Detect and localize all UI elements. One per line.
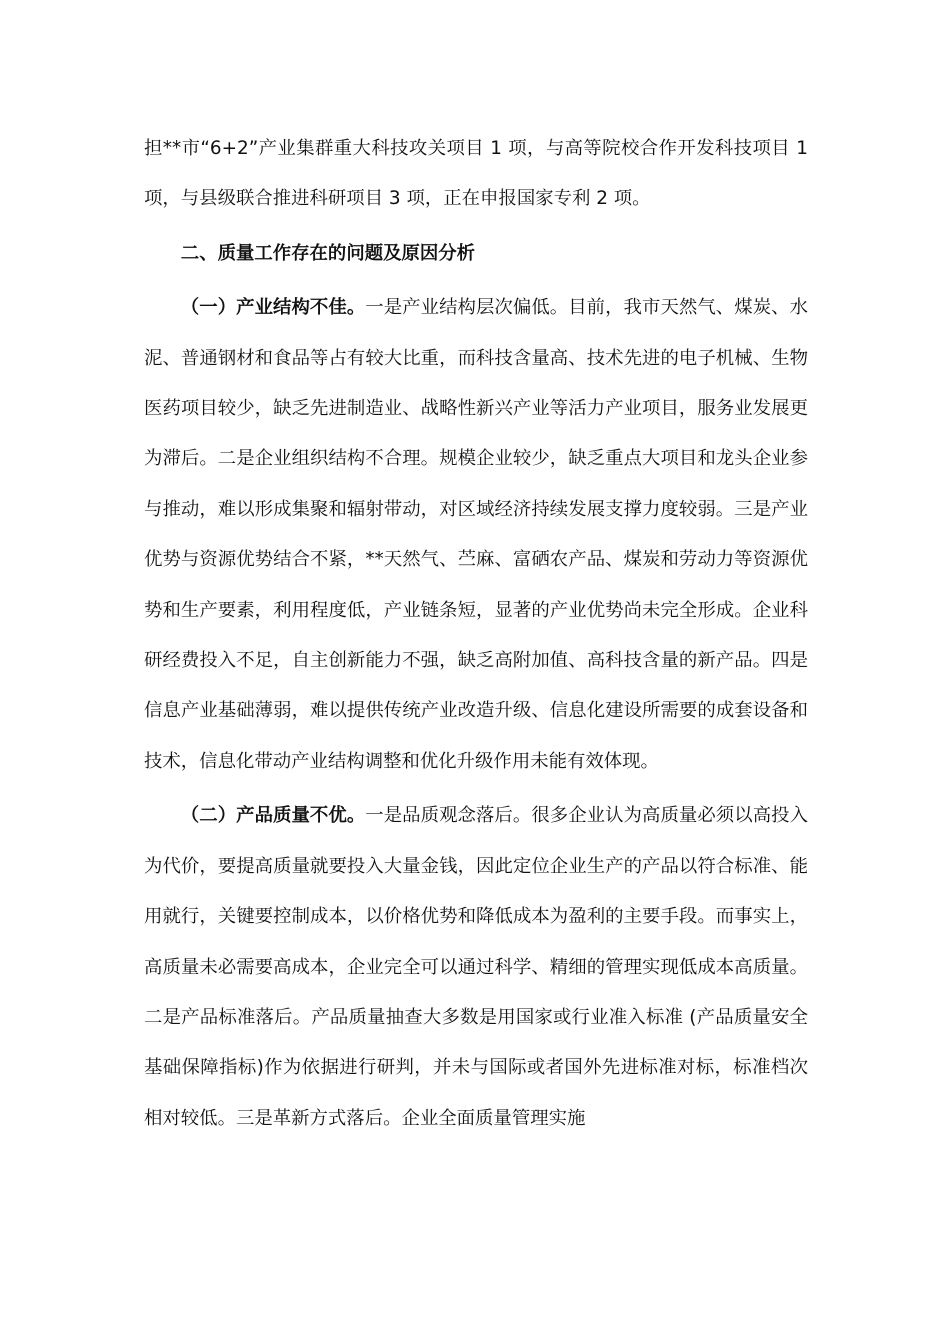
paragraph-product-quality <box>144 791 808 1144</box>
paragraph-text: 担**市“6+2”产业集群重大科技攻关项目 1 项，与高等院校合作开发科技项目 1 项，与县级联合推进科研项目 3 项，正在申报国家专利 2 项。 <box>144 138 808 210</box>
section-heading: 二、质量工作存在的问题及原因分析 <box>180 242 476 264</box>
paragraph-industry-structure <box>144 283 808 787</box>
paragraph-lead: （一）产业结构不佳。 <box>180 297 366 319</box>
paragraph-continued <box>144 124 808 225</box>
document-body <box>144 124 808 1144</box>
paragraph-lead: （二）产品质量不优。 <box>180 805 366 827</box>
paragraph-text: 一是产业结构层次偏低。目前，我市天然气、煤炭、水泥、普通钢材和食品等占有较大比重，而科技含量高、技术先进的电子机械、生物医药项目较少，缺乏先进制造业、战略性新兴产业等活力产业项目，服务业发展更为滞后。二是企业组织结构不合理。规模企业较少，缺乏重点大项目和龙头企业参与推动，难以形成集聚和辐射带动，对区域经济持续发展支撑力度较弱。三是产业优势与资源优势结合不紧，**天然气、苎麻、富硒农产品、煤炭和劳动力等资源优势和生产要素，利用程度低，产业链条短，显著的产业优势尚未完全形成。企业科研经费投入不足，自主创新能力不强，缺乏高附加值、高科技含量的新产品。四是信息产业基础薄弱，难以提供传统产业改造升级、信息化建设所需要的成套设备和技术，信息化带动产业结构调整和优化升级作用未能有效体现。 <box>144 297 808 772</box>
paragraph-text: 一是品质观念落后。很多企业认为高质量必须以高投入为代价，要提高质量就要投入大量金钱，因此定位企业生产的产品以符合标准、能用就行，关键要控制成本，以价格优势和降低成本为盈利的主要手段。而事实上，高质量未必需要高成本，企业完全可以通过科学、精细的管理实现低成本高质量。二是产品标准落后。产品质量抽查大多数是用国家或行业准入标准 (产品质量安全基础保障指标)作为依据进行研判，并未与国际或者国外先进标准对标，标准档次相对较低。三是革新方式落后。企业全面质量管理实施 <box>144 805 808 1129</box>
